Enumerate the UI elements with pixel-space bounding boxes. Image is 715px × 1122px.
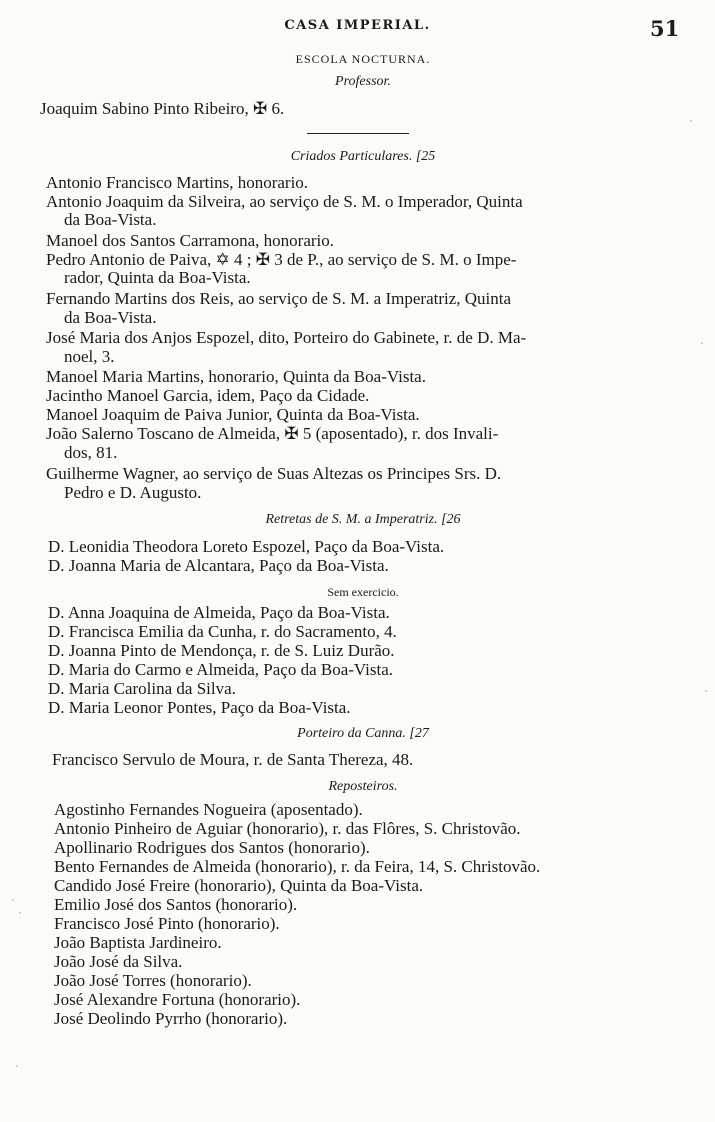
list-item: D. Leonidia Theodora Loreto Espozel, Paço da Boa-Vista.	[48, 537, 445, 556]
list-item: D. Francisca Emilia da Cunha, r. do Sacramento, 4.	[48, 622, 397, 641]
list-item: José Deolindo Pyrrho (honorario).	[54, 1009, 288, 1028]
list-item: D. Maria do Carmo e Almeida, Paço da Boa-Vista.	[48, 660, 394, 679]
page-number: 51	[650, 16, 680, 41]
list-item: Bento Fernandes de Almeida (honorario), r. da Feira, 14, S. Christovão.	[54, 857, 541, 876]
list-item: João Baptista Jardineiro.	[54, 933, 222, 952]
sem-exercicio-heading: Sem exercicio.	[327, 585, 399, 599]
criados-heading: Criados Particulares. [25	[290, 149, 436, 164]
list-item-continuation: noel, 3.	[64, 347, 115, 366]
list-item: Manoel Joaquim de Paiva Junior, Quinta da Boa-Vista.	[46, 405, 420, 424]
list-item: D. Anna Joaquina de Almeida, Paço da Boa-Vista.	[48, 603, 390, 622]
professor-line: Joaquim Sabino Pinto Ribeiro, ✠ 6.	[40, 99, 285, 118]
list-item: D. Joanna Pinto de Mendonça, r. de S. Luiz Durão.	[48, 641, 395, 660]
list-item: Agostinho Fernandes Nogueira (aposentado).	[54, 800, 363, 819]
list-item: João Salerno Toscano de Almeida, ✠ 5 (aposentado), r. dos Invali-	[46, 424, 499, 443]
list-item: Apollinario Rodrigues dos Santos (honorario).	[54, 838, 370, 857]
scan-speck	[690, 120, 692, 122]
list-item: João José Torres (honorario).	[54, 971, 252, 990]
list-item: José Alexandre Fortuna (honorario).	[54, 990, 301, 1009]
list-item: Fernando Martins dos Reis, ao serviço de S. M. a Imperatriz, Quinta	[46, 289, 512, 308]
list-item: Emilio José dos Santos (honorario).	[54, 895, 298, 914]
list-item: Manoel dos Santos Carramona, honorario.	[46, 231, 334, 250]
list-item: João José da Silva.	[54, 952, 183, 971]
list-item: Francisco José Pinto (honorario).	[54, 914, 280, 933]
list-item: Manoel Maria Martins, honorario, Quinta da Boa-Vista.	[46, 367, 426, 386]
list-item: D. Joanna Maria de Alcantara, Paço da Boa-Vista.	[48, 556, 389, 575]
list-item-continuation: da Boa-Vista.	[64, 210, 157, 229]
scan-speck	[16, 1065, 18, 1067]
list-item: José Maria dos Anjos Espozel, dito, Porteiro do Gabinete, r. de D. Ma-	[46, 328, 527, 347]
list-item-continuation: da Boa-Vista.	[64, 308, 157, 327]
scan-speck	[19, 912, 21, 914]
list-item-continuation: dos, 81.	[64, 443, 118, 462]
list-item-continuation: Pedro e D. Augusto.	[64, 483, 202, 502]
section-divider	[307, 133, 409, 134]
list-item: Pedro Antonio de Paiva, ✡ 4 ; ✠ 3 de P., ao serviço de S. M. o Impe-	[46, 250, 517, 269]
list-item: Francisco Servulo de Moura, r. de Santa Thereza, 48.	[52, 750, 414, 769]
list-item: D. Maria Leonor Pontes, Paço da Boa-Vista.	[48, 698, 351, 717]
list-item: D. Maria Carolina da Silva.	[48, 679, 236, 698]
list-item: Jacintho Manoel Garcia, idem, Paço da Cidade.	[46, 386, 370, 405]
reposteiros-heading: Reposteiros.	[328, 779, 398, 794]
list-item: Candido José Freire (honorario), Quinta da Boa-Vista.	[54, 876, 424, 895]
retretas-heading: Retretas de S. M. a Imperatriz. [26	[265, 512, 461, 527]
list-item: Guilherme Wagner, ao serviço de Suas Altezas os Principes Srs. D.	[46, 464, 502, 483]
list-item: Antonio Joaquim da Silveira, ao serviço de S. M. o Imperador, Quinta	[46, 192, 523, 211]
professor-heading: Professor.	[335, 74, 391, 89]
scan-speck	[701, 342, 703, 344]
list-item-continuation: rador, Quinta da Boa-Vista.	[64, 268, 251, 287]
escola-heading: ESCOLA NOCTURNA.	[295, 52, 431, 66]
porteiro-heading: Porteiro da Canna. [27	[297, 726, 429, 741]
list-item: Antonio Francisco Martins, honorario.	[46, 173, 309, 192]
scan-speck	[12, 899, 14, 901]
running-title: CASA IMPERIAL.	[284, 18, 431, 33]
list-item: Antonio Pinheiro de Aguiar (honorario), r. das Flôres, S. Christovão.	[54, 819, 521, 838]
scan-speck	[705, 690, 707, 692]
